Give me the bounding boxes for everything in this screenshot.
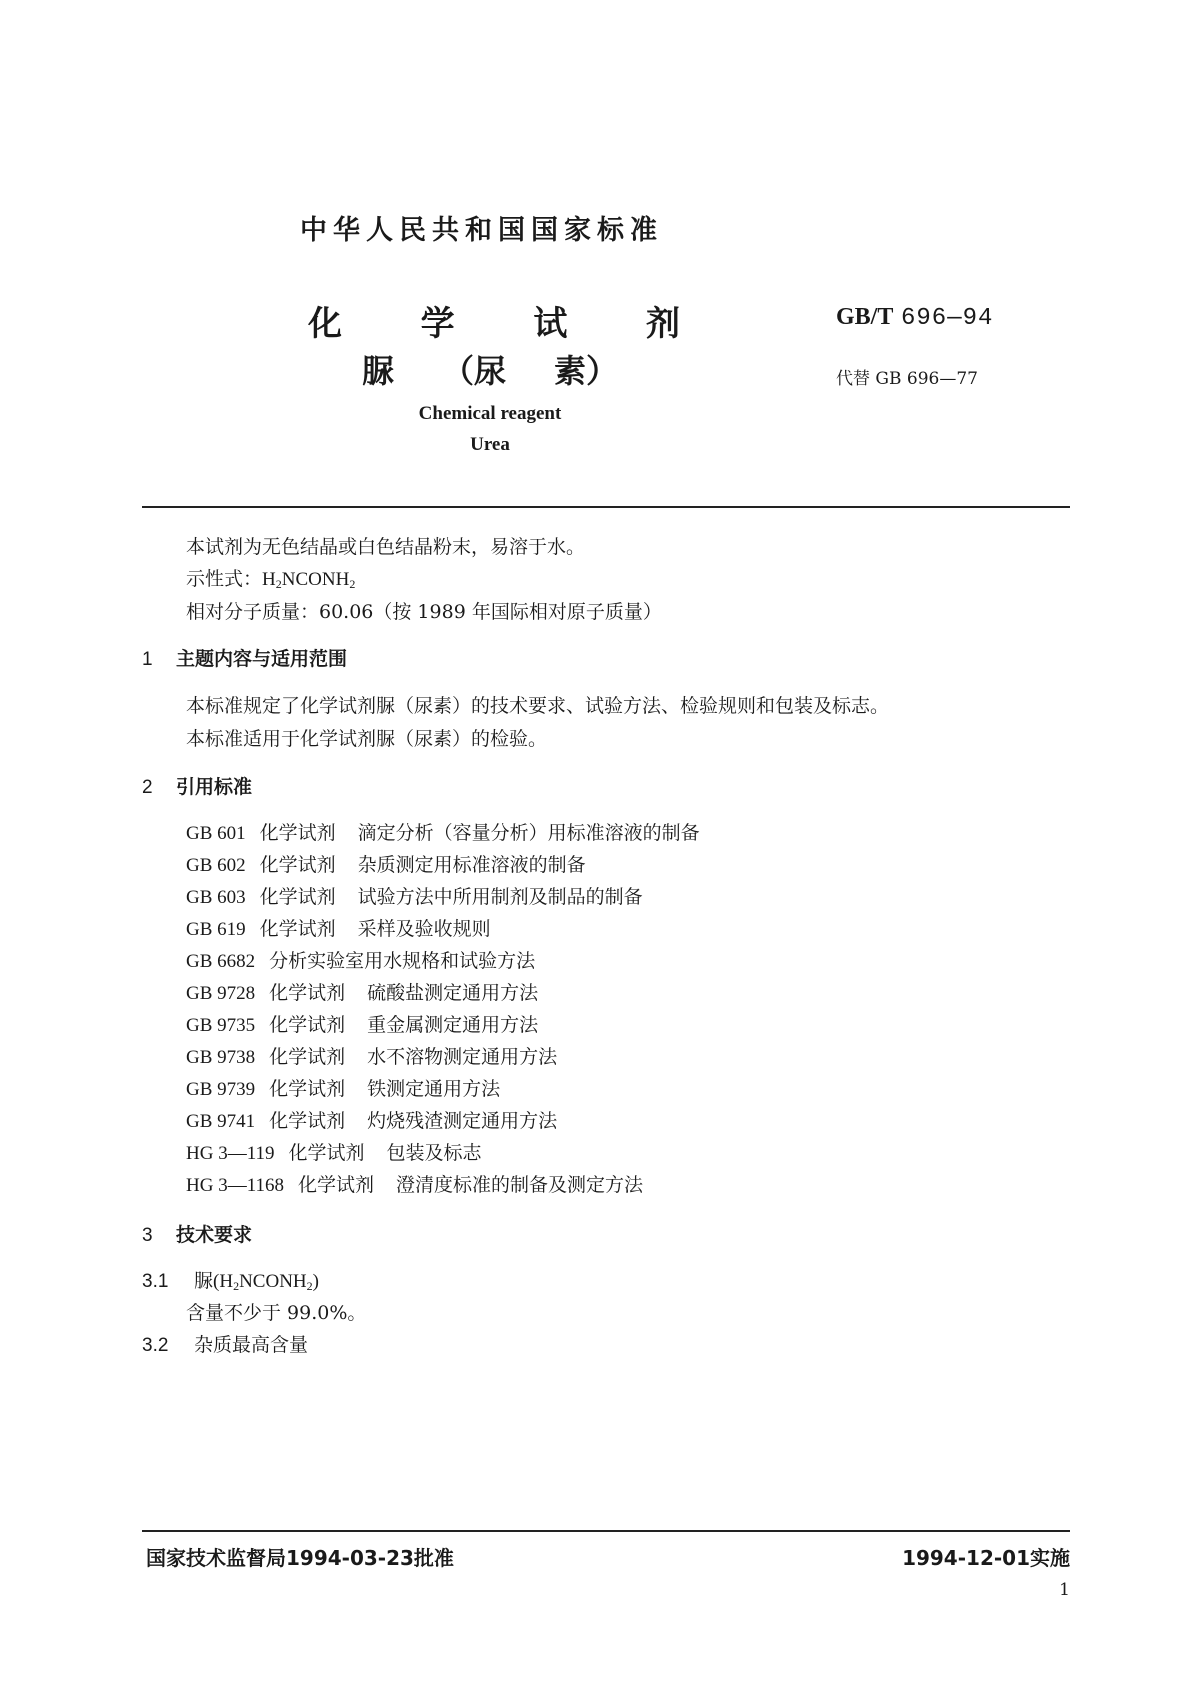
reference-title: 杂质测定用标准溶液的制备 — [357, 854, 586, 876]
reference-item — [186, 1106, 557, 1133]
section-2-heading — [142, 772, 252, 799]
reference-title: 包装及标志 — [386, 1142, 482, 1164]
reference-category: 化学试剂 — [259, 886, 336, 908]
page-number: 1 — [1059, 1580, 1070, 1600]
reference-item — [186, 914, 491, 941]
reference-item — [186, 1042, 557, 1069]
title-char: 化 — [308, 304, 342, 344]
section-title: 主题内容与适用范围 — [176, 648, 348, 670]
reference-title: 滴定分析（容量分析）用标准溶液的制备 — [357, 822, 700, 844]
section-number: 2 — [142, 777, 153, 798]
reference-item — [186, 1010, 538, 1037]
replaces-standard: 代替 GB 696—77 — [836, 369, 978, 389]
header-divider — [142, 506, 1070, 508]
section-title: 引用标准 — [176, 776, 253, 798]
reference-title: 采样及验收规则 — [357, 918, 491, 940]
subsection-3-1-content: 含量不少于 99.0%。 — [186, 1302, 367, 1324]
reference-code: GB 9739 — [186, 1079, 256, 1100]
footer-divider — [142, 1530, 1070, 1532]
reference-category: 化学试剂 — [288, 1142, 365, 1164]
reference-code: GB 602 — [186, 855, 246, 876]
reference-category: 化学试剂 — [259, 854, 336, 876]
reference-category: 分析实验室用水规格和试验方法 — [269, 950, 536, 972]
subsection-3-1-heading — [142, 1266, 319, 1294]
section-title: 技术要求 — [176, 1224, 253, 1246]
reference-code: GB 603 — [186, 887, 246, 908]
reference-title: 灼烧残渣测定通用方法 — [367, 1110, 558, 1132]
reference-item — [186, 1170, 643, 1197]
reference-code: GB 601 — [186, 823, 246, 844]
section-number: 1 — [142, 649, 153, 670]
implementation-date: 1994-12-01实施 — [902, 1546, 1070, 1570]
reference-code: GB 9741 — [186, 1111, 256, 1132]
reference-item — [186, 946, 535, 973]
national-standard-title: 中华人民共和国国家标准 — [300, 215, 663, 246]
title-char: 试 — [533, 304, 568, 344]
subsection-number: 3.2 — [142, 1335, 169, 1356]
reference-category: 化学试剂 — [259, 918, 336, 940]
subtitle-part: （尿 — [441, 352, 506, 390]
reference-code: GB 9735 — [186, 1015, 256, 1036]
subsection-number: 3.1 — [142, 1271, 169, 1292]
reference-title: 硫酸盐测定通用方法 — [367, 982, 539, 1004]
section-3-heading — [142, 1220, 252, 1247]
title-char: 剂 — [645, 304, 680, 344]
subsection-title: 杂质最高含量 — [194, 1334, 309, 1356]
reference-item — [186, 1074, 500, 1101]
reference-title: 水不溶物测定通用方法 — [367, 1046, 558, 1068]
title-chinese — [308, 296, 680, 345]
reference-category: 化学试剂 — [269, 1110, 346, 1132]
reference-category: 化学试剂 — [298, 1174, 375, 1196]
reference-code: HG 3—119 — [186, 1143, 275, 1164]
reference-category: 化学试剂 — [269, 1078, 346, 1100]
english-subtitle: Urea — [470, 434, 510, 455]
reference-category: 化学试剂 — [259, 822, 336, 844]
reference-category: 化学试剂 — [269, 982, 346, 1004]
section-1-paragraph: 本标准规定了化学试剂脲（尿素）的技术要求、试验方法、检验规则和包装及标志。 — [186, 695, 890, 717]
reference-item — [186, 882, 643, 909]
reference-title: 澄清度标准的制备及测定方法 — [396, 1174, 644, 1196]
standard-code-prefix: GB/T — [836, 304, 894, 330]
subsection-3-2-heading — [142, 1330, 308, 1357]
reference-item — [186, 818, 700, 845]
reference-code: GB 9738 — [186, 1047, 256, 1068]
reference-code: GB 6682 — [186, 951, 256, 972]
reference-title: 铁测定通用方法 — [367, 1078, 501, 1100]
reference-code: HG 3—1168 — [186, 1175, 284, 1196]
reference-item — [186, 1138, 482, 1165]
reference-category: 化学试剂 — [269, 1014, 346, 1036]
reference-title: 试验方法中所用制剂及制品的制备 — [357, 886, 643, 908]
subtitle-part: 素） — [553, 352, 618, 390]
english-title: Chemical reagent — [418, 403, 562, 424]
standard-code — [836, 302, 993, 332]
section-1-heading — [142, 644, 347, 671]
formula-text: $H_2NCONH_2$ — [262, 569, 356, 591]
reference-title: 重金属测定通用方法 — [367, 1014, 539, 1036]
formula-label: 示性式： — [186, 568, 263, 590]
reference-code: GB 619 — [186, 919, 246, 940]
subtitle-part: 脲 — [362, 352, 395, 390]
subsection-title: 脲$(H_2NCONH_2)$ — [194, 1270, 319, 1293]
reference-item — [186, 850, 586, 877]
section-1-paragraph: 本标准适用于化学试剂脲（尿素）的检验。 — [186, 728, 548, 750]
intro-description: 本试剂为无色结晶或白色结晶粉末，易溶于水。 — [186, 536, 586, 558]
reference-code: GB 9728 — [186, 983, 256, 1004]
reference-item — [186, 978, 538, 1005]
title-char: 学 — [420, 304, 455, 344]
intro-formula — [186, 564, 355, 592]
standard-code-number: 696—94 — [901, 305, 994, 332]
subtitle-chinese — [362, 346, 618, 392]
section-number: 3 — [142, 1225, 153, 1246]
approval-statement: 国家技术监督局1994-03-23批准 — [146, 1546, 454, 1570]
intro-molecular-mass: 相对分子质量：60.06（按 1989 年国际相对原子质量） — [186, 601, 662, 623]
reference-category: 化学试剂 — [269, 1046, 346, 1068]
